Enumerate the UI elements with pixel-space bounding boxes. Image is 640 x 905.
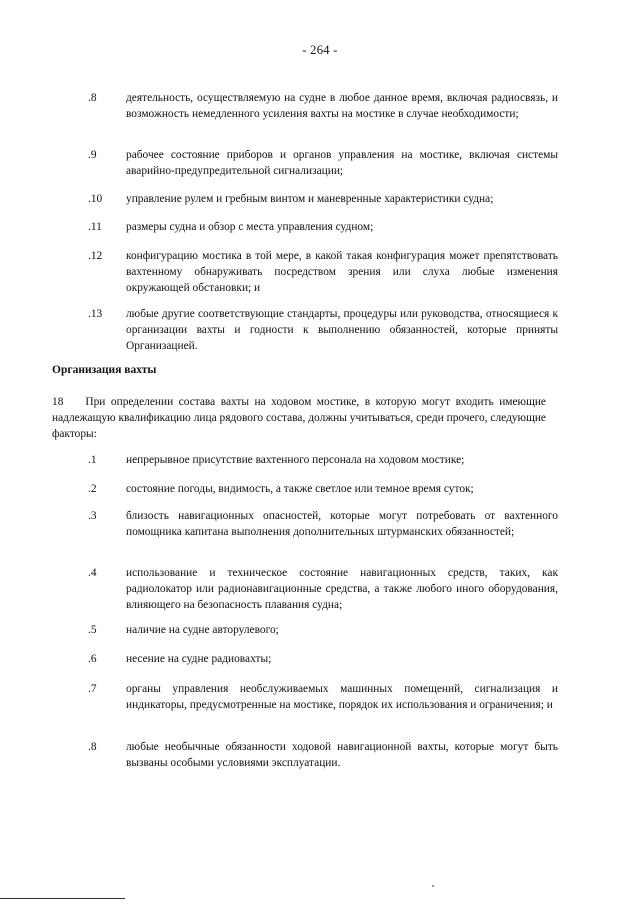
item-text: рабочее состояние приборов и органов управления на мостике, включая системы аварийно-предупредительной сигнализации; (126, 149, 558, 177)
item-text: близость навигационных опасностей, которые могут потребовать от вахтенного помощника капитана выполнения дополнительных штурманских обязанностей; (126, 510, 558, 538)
item-number: .2 (88, 483, 97, 495)
item-text: состояние погоды, видимость, а также светлое или темное время суток; (126, 483, 474, 495)
item-number: .13 (88, 308, 103, 320)
page-number: - 264 - (302, 43, 338, 57)
list-item (88, 90, 558, 122)
list-item (88, 508, 558, 540)
list-item (88, 248, 558, 296)
paragraph-text: При определении состава вахты на ходовом мостике, в которую могут входить имеющие надлежащую квалификацию лица рядового состава, должны учитываться, среди прочего, следующие факторы: (52, 396, 546, 440)
item-text: размеры судна и обзор с места управления судном; (126, 221, 374, 233)
list-item (88, 481, 558, 497)
item-number: .7 (88, 683, 97, 695)
list-item (88, 622, 558, 638)
item-number: .10 (88, 193, 103, 205)
item-text: любые другие соответствующие стандарты, процедуры или руководства, относящиеся к организации вахты и годности к выполнению обязанностей, которые приняты Организацией. (126, 308, 558, 352)
item-number: .5 (88, 624, 97, 636)
scan-artifact (432, 885, 434, 887)
item-number: .9 (88, 149, 97, 161)
item-text: несение на судне радиовахты; (126, 653, 272, 665)
item-text: использование и техническое состояние навигационных средств, таких, как радиолокатор или радионавигационные средства, а также любого иного оборудования, влияющего на безопасность плавания судна; (126, 567, 558, 611)
list-item (88, 565, 558, 613)
paragraph-18 (52, 394, 546, 442)
list-item (88, 739, 558, 771)
item-text: органы управления необслуживаемых машинных помещений, сигнализация и индикаторы, предусмотренные на мостике, порядок их использования и ограничения; и (126, 683, 558, 711)
list-item (88, 147, 558, 179)
item-text: деятельность, осуществляемую на судне в любое данное время, включая радиосвязь, и возможность немедленного усиления вахты на мостике в случае необходимости; (126, 92, 558, 120)
item-text: любые необычные обязанности ходовой навигационной вахты, которые могут быть вызваны особыми условиями эксплуатации. (126, 741, 558, 769)
list-item (88, 651, 558, 667)
paragraph-number: 18 (52, 396, 64, 408)
item-text: управление рулем и гребным винтом и маневренные характеристики судна; (126, 193, 494, 205)
item-number: .11 (88, 221, 102, 233)
item-text: конфигурацию мостика в той мере, в какой такая конфигурация может препятствовать вахтенному обнаруживать посредством зрения или слуха любые изменения окружающей обстановки; и (126, 250, 558, 294)
list-item (88, 681, 558, 713)
item-number: .8 (88, 741, 97, 753)
list-item (88, 452, 558, 468)
list-item (88, 219, 558, 235)
list-item (88, 191, 558, 207)
item-number: .1 (88, 454, 97, 466)
item-number: .3 (88, 510, 97, 522)
item-number: .8 (88, 92, 97, 104)
item-number: .12 (88, 250, 103, 262)
item-number: .6 (88, 653, 97, 665)
item-text: непрерывное присутствие вахтенного персонала на ходовом мостике; (126, 454, 465, 466)
section-heading: Организация вахты (52, 364, 157, 376)
list-item (88, 306, 558, 354)
footer-divider (0, 898, 125, 899)
item-text: наличие на судне авторулевого; (126, 624, 279, 636)
item-number: .4 (88, 567, 97, 579)
